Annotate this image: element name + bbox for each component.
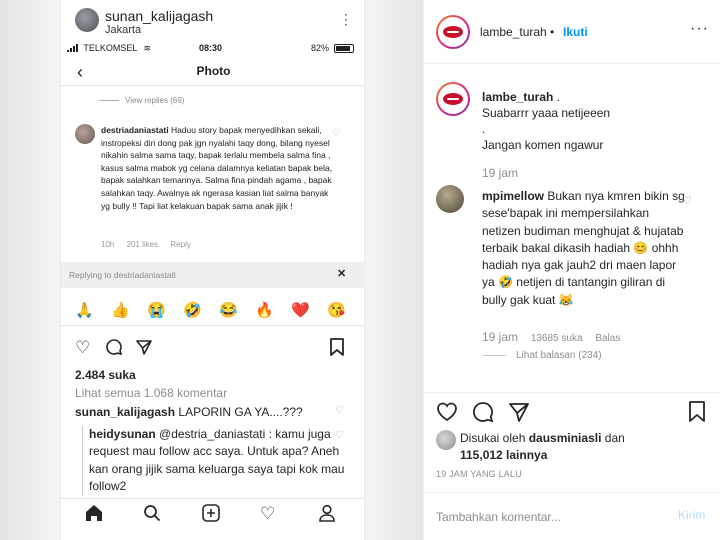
comment-username: sunan_kalijagash — [75, 405, 176, 419]
divider — [99, 100, 119, 101]
view-replies-label: View replies (69) — [125, 96, 185, 105]
avatar-inner — [438, 84, 468, 114]
comment-time: 10h — [101, 240, 115, 249]
post-comment-button[interactable]: Kirim — [678, 508, 706, 522]
caption-line-1: Suabarrr yaaa netijeeen — [482, 106, 611, 120]
comment-text: Bukan nya kmren bikin sg sese'bapak ini mempersilahkan netizen budiman menghujat & hujatab terbaik bakal dikasih hadiah 😊 ohhh hadiah nya gak jauh2 dri maen lapor ya 🤣 netijen di tantangin giliran di bully gak kuat 😹 — [482, 189, 685, 307]
comment-username: heidysunan — [89, 427, 156, 441]
liked-by-text — [460, 430, 670, 464]
lips-logo-icon — [443, 26, 463, 38]
screenshot-view-all-comments: Lihat semua 1.068 komentar — [75, 386, 228, 400]
media-blur-left — [0, 0, 60, 540]
liked-by-prefix: Disukai oleh — [460, 431, 526, 445]
screenshot-post-header — [61, 0, 365, 40]
comment-like-icon[interactable]: ♡ — [682, 195, 692, 207]
add-post-icon — [202, 504, 220, 527]
post-author-username[interactable]: lambe_turah — [480, 25, 547, 39]
screenshot-nav-title: Photo — [196, 64, 231, 78]
status-bar — [67, 42, 360, 56]
emoji-fire: 🔥 — [255, 302, 274, 319]
screenshot-view-replies — [99, 96, 184, 105]
view-replies-button[interactable] — [482, 350, 602, 361]
caption-username[interactable] — [482, 90, 560, 104]
share-icon — [135, 338, 153, 361]
heart-icon: ♡ — [335, 405, 344, 416]
caption-username-dot: . — [553, 90, 561, 104]
caption-timestamp: 19 jam — [482, 166, 519, 180]
commenter-avatar[interactable] — [436, 185, 464, 213]
bookmark-icon — [329, 338, 345, 361]
comment-text: @destria_daniastati : kamu juga request mau follow acc saya. Untuk apa? Aneh kan orang jijik sama keluarga saya tapi kok mau follow2 — [89, 427, 345, 493]
post-actions — [424, 392, 720, 432]
status-time: 08:30 — [199, 43, 223, 53]
screenshot-location: Jakarta — [105, 24, 142, 36]
caption-line-3: Jangan komen ngawur — [482, 138, 604, 152]
commenter-username[interactable]: mpimellow — [482, 189, 545, 203]
phone-screenshot — [60, 0, 365, 540]
search-icon — [143, 504, 161, 527]
like-icon[interactable] — [436, 401, 458, 427]
bookmark-icon[interactable] — [688, 401, 706, 429]
post-header — [424, 0, 720, 64]
commenter-username: destriadaniastati — [101, 125, 169, 135]
post-timestamp[interactable]: 19 JAM YANG LALU — [436, 469, 522, 479]
lips-logo-icon — [443, 93, 463, 105]
emoji-thumbs-up: 👍 — [111, 302, 130, 319]
comment-text: LAPORIN GA YA....??? — [178, 405, 303, 419]
wifi-icon: ≋ — [143, 43, 152, 53]
screenshot-post-actions — [61, 338, 365, 366]
reply-thread-line — [82, 426, 83, 496]
screenshot-avatar — [75, 8, 99, 32]
caption-avatar[interactable] — [436, 82, 470, 116]
commenter-avatar — [75, 124, 95, 144]
heart-icon: ♡ — [332, 128, 341, 138]
comment-likes: 201 likes — [126, 240, 159, 249]
emoji-rofl: 🤣 — [183, 302, 202, 319]
emoji-heart: ❤️ — [291, 302, 310, 319]
comment-body — [482, 188, 690, 309]
liked-by-avatar — [436, 430, 456, 450]
like-icon: ♡ — [75, 338, 91, 357]
comment-reply: Reply — [170, 240, 191, 249]
emoji-tears-of-joy: 😂 — [219, 302, 238, 319]
replying-bar — [61, 262, 365, 288]
more-options-icon[interactable]: ··· — [690, 20, 709, 37]
comment-timestamp: 19 jam — [482, 330, 519, 344]
comment-input[interactable] — [436, 508, 666, 526]
post-info-panel — [423, 0, 720, 540]
status-carrier — [67, 43, 151, 54]
home-icon — [85, 504, 103, 527]
avatar-inner — [438, 17, 468, 47]
emoji-kiss: 😘 — [327, 302, 346, 319]
separator-dot: • — [550, 25, 555, 39]
screenshot-comment-1 — [75, 405, 347, 419]
comment-icon — [105, 338, 123, 361]
screenshot-likes-count: 2.484 suka — [75, 368, 136, 382]
liked-by-others[interactable]: 115,012 lainnya — [460, 448, 548, 462]
follow-button[interactable]: Ikuti — [563, 25, 588, 39]
liked-by-user[interactable]: dausminiasli — [528, 431, 602, 445]
heart-icon: ♡ — [335, 430, 344, 441]
share-icon[interactable] — [508, 401, 530, 429]
emoji-pray: 🙏 — [75, 302, 94, 319]
screenshot-comment — [101, 124, 333, 212]
divider — [482, 355, 506, 356]
signal-icon — [67, 44, 81, 52]
caption-line-2: . — [482, 122, 486, 136]
view-replies-label[interactable]: Lihat balasan (234) — [516, 350, 602, 361]
comment-reply-button[interactable]: Balas — [595, 333, 621, 344]
comment-like-count[interactable]: 13685 suka — [530, 333, 583, 344]
screenshot-comment-2 — [89, 426, 351, 495]
comment-text: Haduu story bapak menyedihkan sekali, instropeksi diri dong pak jgn nyalahi taqy dong, bilang nyesel nikahin salma sama taqy, bapak terlalu membela salma fina , kasus salma mabok yg celana dalamnya keliatan bapak bela, bapak salahkan temannya. Salma fina pindah agama , bapak salahkan taqy. Awalnya ak ngerasa kasian liat salma banyak yg bully !! Tapi liat kelakuan bapak sama anak jijik ! — [101, 125, 333, 211]
add-comment-bar — [424, 492, 720, 540]
comment-icon[interactable] — [472, 401, 494, 429]
avatar[interactable] — [436, 15, 470, 49]
comment-meta — [482, 330, 620, 344]
more-icon: ⋮ — [339, 11, 353, 27]
liked-by-middle: dan — [604, 431, 625, 445]
caption-username-text[interactable]: lambe_turah — [482, 90, 554, 104]
carrier-name: TELKOMSEL — [83, 43, 138, 53]
activity-heart-icon: ♡ — [260, 504, 276, 523]
screenshot-username: sunan_kalijagash — [105, 8, 214, 24]
battery-icon — [334, 44, 354, 53]
back-arrow-icon: ‹ — [77, 62, 83, 82]
close-icon: ✕ — [337, 268, 347, 280]
screenshot-nav-bar — [61, 58, 365, 86]
status-battery-percent: 82% — [311, 43, 330, 53]
emoji-row — [61, 296, 365, 326]
profile-icon — [318, 504, 336, 527]
replying-to-label: Replying to destriadaniastati — [69, 270, 176, 280]
media-blur-right — [365, 0, 423, 540]
emoji-crying: 😭 — [147, 302, 166, 319]
screenshot-comment-meta — [101, 240, 201, 249]
screenshot-tab-bar — [61, 498, 365, 540]
